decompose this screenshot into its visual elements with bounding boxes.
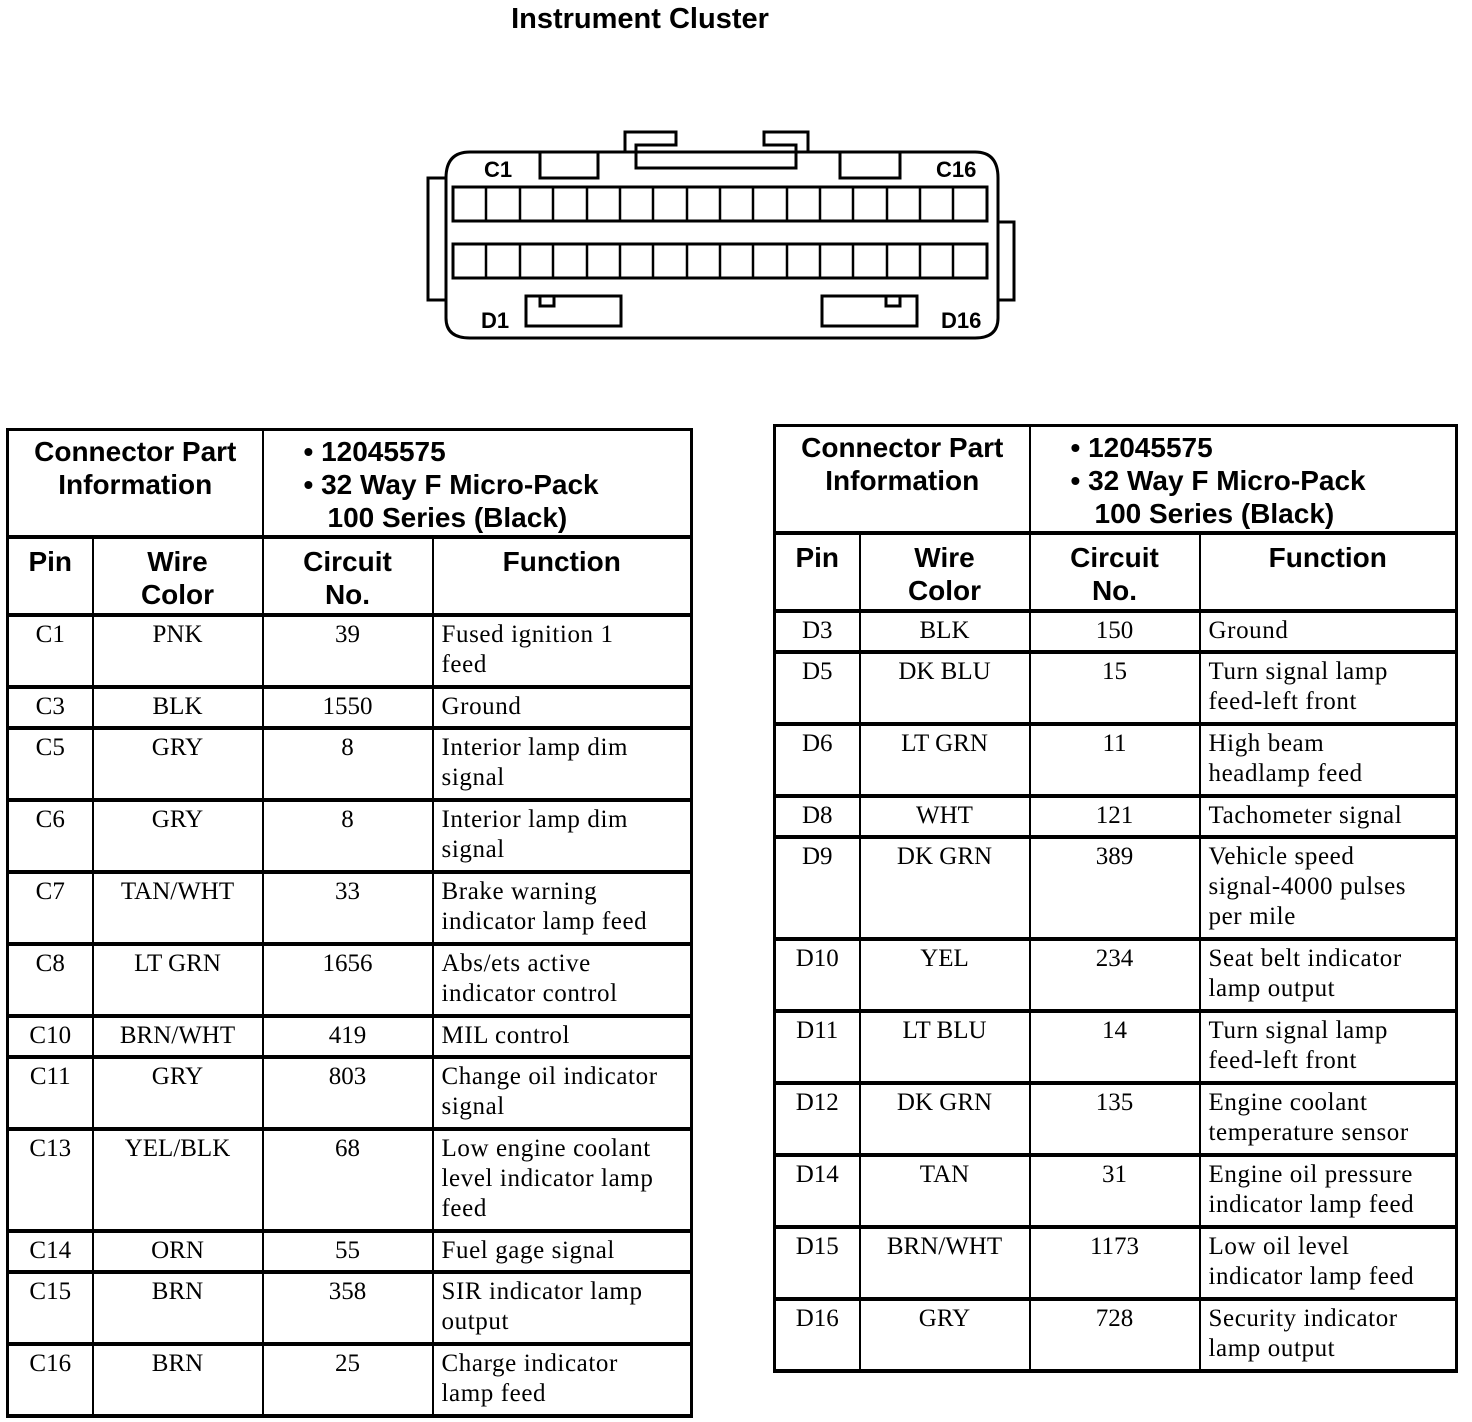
pin-cell: C7 bbox=[8, 872, 93, 944]
pin-cell: D5 bbox=[775, 652, 860, 724]
function-line-1: Interior lamp dim bbox=[441, 805, 629, 833]
part-info-label-line1: Connector Part bbox=[34, 436, 237, 467]
function-line-2: feed-left front bbox=[1208, 687, 1358, 715]
circuit-cell: 11 bbox=[1030, 724, 1200, 796]
table-row bbox=[775, 1083, 1457, 1155]
pin-cell: C1 bbox=[8, 615, 93, 687]
part-info-label bbox=[775, 426, 1030, 533]
wire-color-cell: TAN bbox=[860, 1155, 1030, 1227]
table-row bbox=[775, 939, 1457, 1011]
wire-color-cell: GRY bbox=[93, 1057, 263, 1129]
wire-color-cell: LT BLU bbox=[860, 1011, 1030, 1083]
circuit-cell: 419 bbox=[263, 1016, 433, 1057]
function-cell bbox=[1200, 1155, 1457, 1227]
circuit-cell: 234 bbox=[1030, 939, 1200, 1011]
function-line-1: High beam bbox=[1208, 729, 1325, 757]
function-line-2: signal bbox=[441, 835, 505, 863]
pin-cell: C15 bbox=[8, 1272, 93, 1344]
wire-color-cell: ORN bbox=[93, 1231, 263, 1272]
table-row bbox=[8, 1272, 692, 1344]
function-line-2: signal-4000 pulses bbox=[1208, 872, 1407, 900]
pin-cell: C8 bbox=[8, 944, 93, 1016]
pinout-table-body bbox=[8, 430, 692, 1416]
wire-color-cell: BLK bbox=[93, 687, 263, 728]
function-line-2: lamp output bbox=[1208, 1334, 1336, 1362]
connector-diagram bbox=[420, 124, 1020, 348]
wire-color-cell: BRN bbox=[93, 1344, 263, 1416]
pin-cell: D6 bbox=[775, 724, 860, 796]
pin-cell: D9 bbox=[775, 837, 860, 939]
col-function-header: Function bbox=[433, 537, 692, 615]
table-row bbox=[8, 615, 692, 687]
function-cell bbox=[433, 728, 692, 800]
wire-color-cell: GRY bbox=[860, 1299, 1030, 1371]
part-info-value bbox=[263, 430, 692, 537]
part-series: 100 Series (Black) bbox=[1094, 498, 1335, 529]
pin-cell: C13 bbox=[8, 1129, 93, 1231]
table-row bbox=[8, 944, 692, 1016]
function-line-2: feed bbox=[441, 650, 487, 678]
function-line-1: Brake warning bbox=[441, 877, 598, 905]
pin-cell: D8 bbox=[775, 796, 860, 837]
function-line-1: Interior lamp dim bbox=[441, 733, 629, 761]
function-line-1: Security indicator bbox=[1208, 1304, 1398, 1332]
function-cell bbox=[1200, 1083, 1457, 1155]
function-line-1: Low oil level bbox=[1208, 1232, 1350, 1260]
col-circuit-header: Circuit No. bbox=[1030, 533, 1200, 611]
col-pin-header: Pin bbox=[8, 537, 93, 615]
part-info-value bbox=[1030, 426, 1457, 533]
function-cell bbox=[433, 1272, 692, 1344]
function-cell bbox=[433, 1057, 692, 1129]
function-line-1: SIR indicator lamp bbox=[441, 1277, 643, 1305]
table-row bbox=[775, 1227, 1457, 1299]
col-pin-header: Pin bbox=[775, 533, 860, 611]
function-cell bbox=[433, 687, 692, 728]
wire-color-cell: BLK bbox=[860, 611, 1030, 652]
circuit-cell: 33 bbox=[263, 872, 433, 944]
table-row bbox=[775, 1155, 1457, 1227]
col-wire-header: Wire Color bbox=[860, 533, 1030, 611]
part-description: • 32 Way F Micro-Pack bbox=[1070, 465, 1366, 496]
pin-cell: D11 bbox=[775, 1011, 860, 1083]
function-cell bbox=[433, 1129, 692, 1231]
wire-color-cell: YEL/BLK bbox=[93, 1129, 263, 1231]
page-title: Instrument Cluster bbox=[511, 3, 769, 35]
function-line-2: level indicator lamp bbox=[441, 1164, 654, 1192]
function-cell bbox=[433, 615, 692, 687]
wire-color-cell: DK GRN bbox=[860, 837, 1030, 939]
function-line-1: Fused ignition 1 bbox=[441, 620, 614, 648]
wire-color-cell: TAN/WHT bbox=[93, 872, 263, 944]
wire-color-cell: BRN/WHT bbox=[93, 1016, 263, 1057]
function-line-1: Abs/ets active bbox=[441, 949, 591, 977]
connector-label-d1: D1 bbox=[481, 308, 510, 333]
circuit-cell: 728 bbox=[1030, 1299, 1200, 1371]
function-cell bbox=[1200, 652, 1457, 724]
function-cell bbox=[1200, 939, 1457, 1011]
circuit-cell: 55 bbox=[263, 1231, 433, 1272]
table-row bbox=[775, 652, 1457, 724]
function-line-3: per mile bbox=[1208, 902, 1296, 930]
wire-color-cell: LT GRN bbox=[93, 944, 263, 1016]
col-function-header: Function bbox=[1200, 533, 1457, 611]
wire-color-cell: LT GRN bbox=[860, 724, 1030, 796]
part-info-label-line1: Connector Part bbox=[801, 432, 1004, 463]
function-line-2: indicator control bbox=[441, 979, 618, 1007]
pin-cell: D12 bbox=[775, 1083, 860, 1155]
pinout-table-body bbox=[775, 426, 1457, 1371]
col-circuit-header: Circuit No. bbox=[263, 537, 433, 615]
table-row bbox=[8, 1344, 692, 1416]
circuit-cell: 1656 bbox=[263, 944, 433, 1016]
table-row bbox=[8, 800, 692, 872]
part-series: 100 Series (Black) bbox=[327, 502, 568, 533]
function-cell bbox=[1200, 611, 1457, 652]
pinout-table-d bbox=[773, 424, 1458, 1373]
function-line-2: headlamp feed bbox=[1208, 759, 1363, 787]
function-cell bbox=[1200, 1299, 1457, 1371]
pin-cell: C16 bbox=[8, 1344, 93, 1416]
wire-color-cell: BRN bbox=[93, 1272, 263, 1344]
circuit-cell: 15 bbox=[1030, 652, 1200, 724]
function-line-2: output bbox=[441, 1307, 509, 1335]
function-line-1: Seat belt indicator bbox=[1208, 944, 1402, 972]
function-line-1: Engine oil pressure bbox=[1208, 1160, 1413, 1188]
function-line-1: Vehicle speed bbox=[1208, 842, 1355, 870]
circuit-cell: 150 bbox=[1030, 611, 1200, 652]
function-cell bbox=[1200, 1011, 1457, 1083]
circuit-cell: 389 bbox=[1030, 837, 1200, 939]
pin-cell: C5 bbox=[8, 728, 93, 800]
function-line-1: Low engine coolant bbox=[441, 1134, 651, 1162]
column-header-row bbox=[8, 537, 692, 615]
table-row bbox=[8, 1129, 692, 1231]
function-line-2: signal bbox=[441, 763, 505, 791]
function-cell bbox=[433, 1344, 692, 1416]
table-row bbox=[775, 837, 1457, 939]
table-row bbox=[775, 611, 1457, 652]
function-line-2: indicator lamp feed bbox=[441, 907, 648, 935]
circuit-cell: 31 bbox=[1030, 1155, 1200, 1227]
function-line-1: Engine coolant bbox=[1208, 1088, 1368, 1116]
table-row bbox=[775, 1299, 1457, 1371]
table-row bbox=[8, 687, 692, 728]
column-header-row bbox=[775, 533, 1457, 611]
table-row bbox=[8, 1231, 692, 1272]
circuit-cell: 1550 bbox=[263, 687, 433, 728]
circuit-cell: 358 bbox=[263, 1272, 433, 1344]
col-wire-header: Wire Color bbox=[93, 537, 263, 615]
table-row bbox=[8, 1016, 692, 1057]
function-line-2: signal bbox=[441, 1092, 505, 1120]
circuit-cell: 68 bbox=[263, 1129, 433, 1231]
circuit-cell: 1173 bbox=[1030, 1227, 1200, 1299]
function-cell bbox=[1200, 724, 1457, 796]
part-number: • 12045575 bbox=[303, 436, 446, 467]
wire-color-cell: GRY bbox=[93, 800, 263, 872]
pin-cell: D16 bbox=[775, 1299, 860, 1371]
table-row bbox=[8, 1057, 692, 1129]
function-cell bbox=[433, 1231, 692, 1272]
function-cell bbox=[433, 1016, 692, 1057]
function-line-1: Charge indicator bbox=[441, 1349, 618, 1377]
part-info-label bbox=[8, 430, 263, 537]
pin-cell: D15 bbox=[775, 1227, 860, 1299]
function-line-1: Ground bbox=[441, 692, 522, 720]
pin-cell: D10 bbox=[775, 939, 860, 1011]
part-info-row bbox=[8, 430, 692, 537]
function-line-1: Turn signal lamp bbox=[1208, 1016, 1389, 1044]
function-cell bbox=[433, 800, 692, 872]
function-cell bbox=[1200, 796, 1457, 837]
pin-cell: C11 bbox=[8, 1057, 93, 1129]
function-line-1: Fuel gage signal bbox=[441, 1236, 615, 1264]
circuit-cell: 135 bbox=[1030, 1083, 1200, 1155]
function-line-1: Ground bbox=[1208, 616, 1289, 644]
part-number: • 12045575 bbox=[1070, 432, 1213, 463]
circuit-cell: 121 bbox=[1030, 796, 1200, 837]
function-line-2: temperature sensor bbox=[1208, 1118, 1409, 1146]
wire-color-cell: DK GRN bbox=[860, 1083, 1030, 1155]
function-cell bbox=[433, 944, 692, 1016]
circuit-cell: 803 bbox=[263, 1057, 433, 1129]
wire-color-cell: WHT bbox=[860, 796, 1030, 837]
wire-color-cell: DK BLU bbox=[860, 652, 1030, 724]
part-info-row bbox=[775, 426, 1457, 533]
function-cell bbox=[1200, 1227, 1457, 1299]
wire-color-cell: PNK bbox=[93, 615, 263, 687]
pin-cell: C6 bbox=[8, 800, 93, 872]
wire-color-cell: YEL bbox=[860, 939, 1030, 1011]
function-line-1: Turn signal lamp bbox=[1208, 657, 1389, 685]
table-row bbox=[8, 872, 692, 944]
circuit-cell: 8 bbox=[263, 728, 433, 800]
table-row bbox=[775, 1011, 1457, 1083]
pin-cell: C14 bbox=[8, 1231, 93, 1272]
pin-cell: D14 bbox=[775, 1155, 860, 1227]
function-line-2: feed-left front bbox=[1208, 1046, 1358, 1074]
wire-color-cell: GRY bbox=[93, 728, 263, 800]
pinout-table-c bbox=[6, 428, 693, 1418]
circuit-cell: 25 bbox=[263, 1344, 433, 1416]
function-line-1: MIL control bbox=[441, 1021, 571, 1049]
function-line-2: lamp output bbox=[1208, 974, 1336, 1002]
circuit-cell: 14 bbox=[1030, 1011, 1200, 1083]
table-row bbox=[775, 724, 1457, 796]
circuit-cell: 39 bbox=[263, 615, 433, 687]
function-line-3: feed bbox=[441, 1194, 487, 1222]
pin-cell: C10 bbox=[8, 1016, 93, 1057]
circuit-cell: 8 bbox=[263, 800, 433, 872]
function-cell bbox=[433, 872, 692, 944]
part-info-label-line2: Information bbox=[58, 469, 213, 500]
table-row bbox=[775, 796, 1457, 837]
connector-label-c1: C1 bbox=[484, 157, 513, 182]
connector-label-d16: D16 bbox=[941, 308, 982, 333]
table-row bbox=[8, 728, 692, 800]
function-line-2: indicator lamp feed bbox=[1208, 1190, 1415, 1218]
function-cell bbox=[1200, 837, 1457, 939]
part-description: • 32 Way F Micro-Pack bbox=[303, 469, 599, 500]
wire-color-cell: BRN/WHT bbox=[860, 1227, 1030, 1299]
function-line-2: lamp feed bbox=[441, 1379, 547, 1407]
function-line-1: Tachometer signal bbox=[1208, 801, 1403, 829]
connector-label-c16: C16 bbox=[936, 157, 977, 182]
function-line-1: Change oil indicator bbox=[441, 1062, 658, 1090]
part-info-label-line2: Information bbox=[825, 465, 980, 496]
pin-cell: D3 bbox=[775, 611, 860, 652]
function-line-2: indicator lamp feed bbox=[1208, 1262, 1415, 1290]
pin-cell: C3 bbox=[8, 687, 93, 728]
